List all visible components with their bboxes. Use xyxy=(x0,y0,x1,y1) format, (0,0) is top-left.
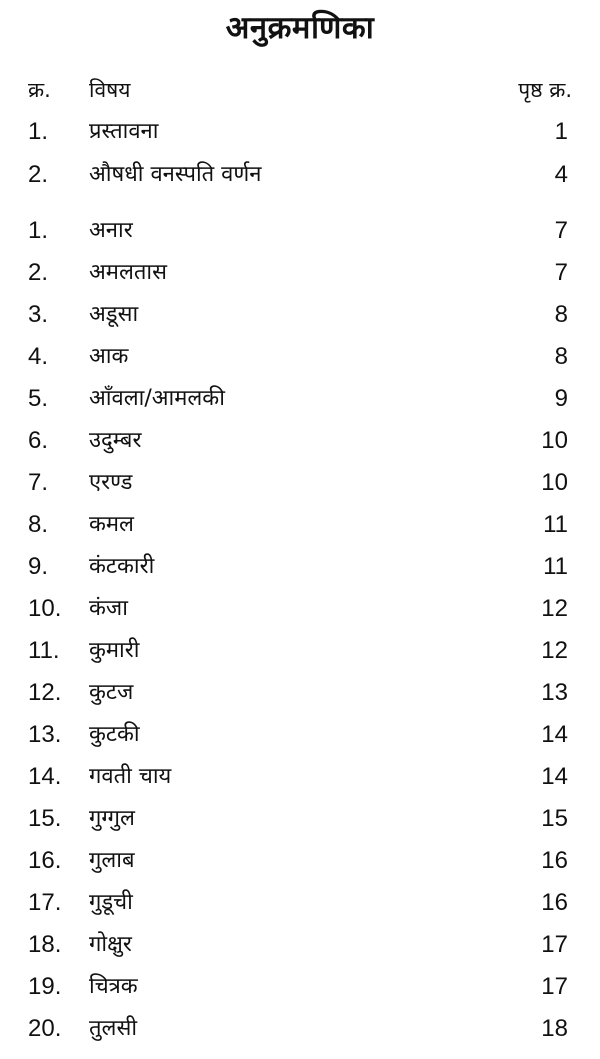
entry-page: 4 xyxy=(554,161,568,188)
entry-topic: अमलतास xyxy=(89,260,167,285)
toc-row xyxy=(0,381,600,417)
toc-row xyxy=(0,591,600,627)
entry-page: 1 xyxy=(554,118,568,145)
entry-page: 9 xyxy=(554,385,568,412)
entry-topic: कंजा xyxy=(89,596,128,621)
toc-row xyxy=(0,1011,600,1047)
toc-row xyxy=(0,507,600,543)
toc-row xyxy=(0,114,600,150)
entry-page: 8 xyxy=(554,343,568,370)
entry-number: 19. xyxy=(28,973,62,1000)
toc-row xyxy=(0,157,600,193)
toc-row xyxy=(0,213,600,249)
entry-number: 4. xyxy=(28,343,49,370)
entry-topic: गुडूची xyxy=(89,890,133,915)
entry-page: 17 xyxy=(541,973,568,1000)
entry-number: 14. xyxy=(28,763,62,790)
toc-row xyxy=(0,339,600,375)
column-header-topic: विषय xyxy=(89,78,131,102)
entry-number: 2. xyxy=(28,161,49,188)
toc-row xyxy=(0,297,600,333)
toc-row xyxy=(0,255,600,291)
entry-topic: उदुम्बर xyxy=(89,428,142,453)
page-title: अनुक्रमणिका xyxy=(225,10,375,46)
toc-row xyxy=(0,423,600,459)
entry-topic: कुटकी xyxy=(89,722,140,747)
entry-topic: कुटज xyxy=(89,680,134,705)
column-header-page: पृष्ठ क्र. xyxy=(518,78,572,102)
entry-number: 1. xyxy=(28,217,49,244)
entry-page: 14 xyxy=(541,763,568,790)
entry-number: 9. xyxy=(28,553,49,580)
entry-number: 2. xyxy=(28,259,49,286)
entry-number: 5. xyxy=(28,385,49,412)
entry-page: 7 xyxy=(554,259,568,286)
column-header-row xyxy=(0,72,600,108)
entry-number: 3. xyxy=(28,301,49,328)
toc-row xyxy=(0,843,600,879)
entry-number: 6. xyxy=(28,427,49,454)
entry-topic: औषधी वनस्पति वर्णन xyxy=(89,162,262,187)
entry-page: 7 xyxy=(554,217,568,244)
entry-page: 13 xyxy=(541,679,568,706)
toc-row xyxy=(0,927,600,963)
entry-page: 11 xyxy=(543,553,568,580)
entry-topic: कुमारी xyxy=(89,638,140,663)
entry-topic: तुलसी xyxy=(89,1016,138,1041)
column-header-number: क्र. xyxy=(28,78,51,102)
entry-page: 10 xyxy=(541,427,568,454)
entry-topic: चित्रक xyxy=(89,974,138,999)
entry-page: 12 xyxy=(541,637,568,664)
toc-row xyxy=(0,801,600,837)
entry-topic: अनार xyxy=(89,218,133,243)
entry-page: 12 xyxy=(541,595,568,622)
entry-number: 7. xyxy=(28,469,49,496)
entry-number: 13. xyxy=(28,721,62,748)
toc-row xyxy=(0,885,600,921)
toc-row xyxy=(0,675,600,711)
entry-number: 20. xyxy=(28,1015,62,1042)
entry-page: 11 xyxy=(543,511,568,538)
entry-number: 10. xyxy=(28,595,62,622)
entry-topic: आक xyxy=(89,344,129,369)
entry-page: 17 xyxy=(541,931,568,958)
entry-topic: एरण्ड xyxy=(89,470,133,495)
entry-topic: गोक्षुर xyxy=(89,932,132,957)
entry-page: 16 xyxy=(541,847,568,874)
entry-number: 8. xyxy=(28,511,49,538)
entry-page: 15 xyxy=(541,805,568,832)
entry-topic: गवती चाय xyxy=(89,764,172,789)
entry-topic: गुग्गुल xyxy=(89,806,135,831)
entry-topic: आँवला/आमलकी xyxy=(89,386,225,411)
entry-topic: अडूसा xyxy=(89,302,139,327)
entry-page: 18 xyxy=(541,1015,568,1042)
entry-topic: कमल xyxy=(89,512,134,537)
toc-row xyxy=(0,633,600,669)
entry-topic: गुलाब xyxy=(89,848,135,873)
entry-number: 1. xyxy=(28,118,49,145)
toc-row xyxy=(0,465,600,501)
entry-number: 16. xyxy=(28,847,62,874)
entry-number: 15. xyxy=(28,805,62,832)
toc-row xyxy=(0,759,600,795)
entry-page: 16 xyxy=(541,889,568,916)
entry-topic: प्रस्तावना xyxy=(89,119,159,144)
toc-row xyxy=(0,969,600,1005)
entry-number: 12. xyxy=(28,679,62,706)
entry-number: 17. xyxy=(28,889,62,916)
entry-topic: कंटकारी xyxy=(89,554,155,579)
entry-page: 14 xyxy=(541,721,568,748)
toc-row xyxy=(0,717,600,753)
entry-page: 8 xyxy=(554,301,568,328)
entry-page: 10 xyxy=(541,469,568,496)
entry-number: 11. xyxy=(28,637,60,664)
toc-row xyxy=(0,549,600,585)
entry-number: 18. xyxy=(28,931,62,958)
